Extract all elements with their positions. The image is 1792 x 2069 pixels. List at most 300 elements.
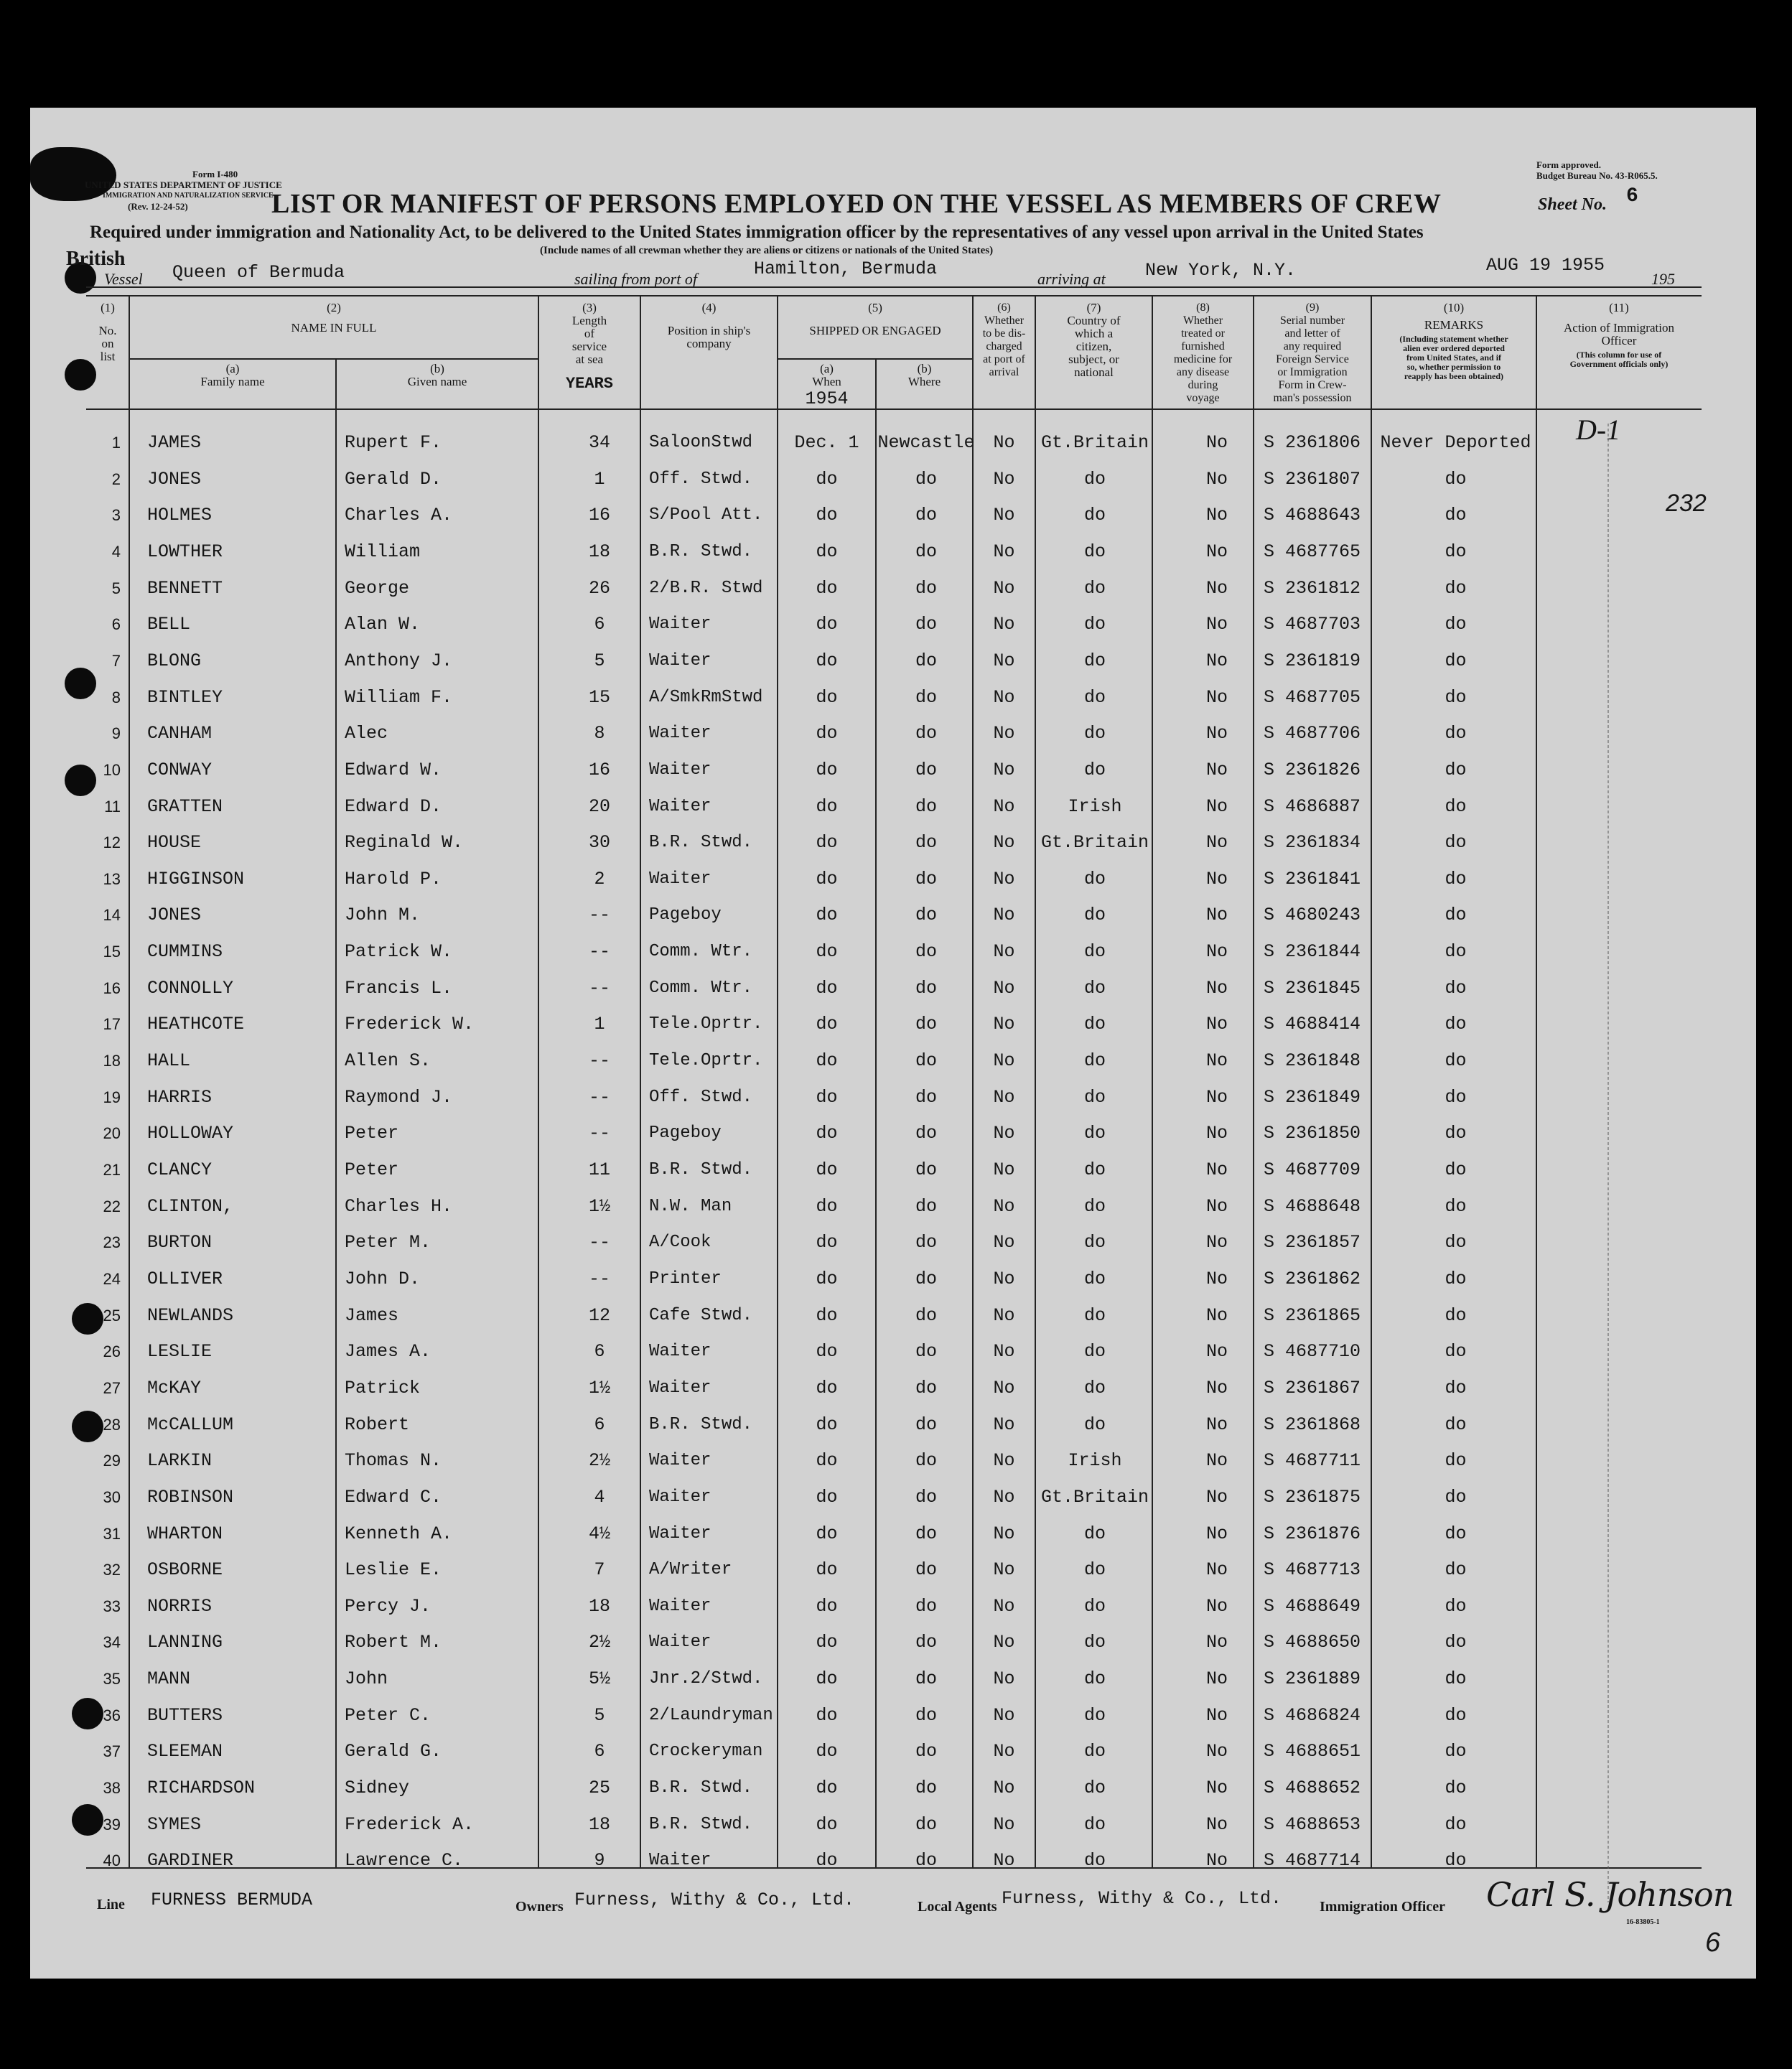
discharged: No [993, 1268, 1015, 1289]
discharged: No [993, 1559, 1015, 1581]
serial-number: S 2361868 [1264, 1414, 1361, 1435]
remarks: do [1445, 759, 1467, 780]
years-at-sea: 11 [588, 1159, 610, 1180]
engaged-when: do [816, 1850, 838, 1872]
approval-line: Budget Bureau No. 43-R065.5. [1536, 170, 1658, 181]
discharged: No [993, 1123, 1015, 1144]
family-name: BENNETT [147, 577, 223, 599]
treated: No [1205, 1304, 1228, 1326]
citizenship: do [1083, 505, 1106, 526]
revision: (Rev. 12-24-52) [128, 201, 188, 212]
row-number: 31 [103, 1524, 121, 1543]
engaged-where: do [915, 868, 937, 889]
serial-number: S 4687765 [1264, 541, 1361, 562]
agents-name: Furness, Withy & Co., Ltd. [1002, 1888, 1282, 1909]
citizenship: do [1083, 686, 1106, 708]
col-line: company [686, 337, 732, 350]
given-name: Robert M. [345, 1632, 442, 1653]
years-at-sea: 16 [588, 505, 610, 526]
remarks-note [1371, 335, 1536, 381]
citizenship: do [1083, 1232, 1106, 1253]
given-name: Peter C. [345, 1704, 431, 1726]
engaged-when: do [816, 1086, 838, 1108]
engaged-where: do [915, 1414, 937, 1435]
treated: No [1205, 1595, 1228, 1617]
discharged: No [993, 1195, 1015, 1217]
family-name: HALL [147, 1050, 191, 1072]
citizenship: do [1083, 941, 1106, 963]
years-at-sea: 16 [588, 759, 610, 780]
col-line: Form in Crew- [1278, 379, 1347, 391]
col-line: or Immigration [1277, 366, 1348, 378]
row-number: 4 [111, 542, 121, 561]
engaged-where: do [915, 1523, 937, 1544]
years-at-sea: -- [588, 1268, 610, 1289]
row-number: 7 [111, 651, 121, 670]
given-name: Raymond J. [345, 1086, 453, 1108]
col-line: arrival [989, 366, 1019, 378]
engaged-when: do [816, 1341, 838, 1363]
family-name: BURTON [147, 1232, 213, 1253]
engaged-where: do [915, 1486, 937, 1508]
engaged-where: do [915, 1159, 937, 1180]
given-name: Leslie E. [345, 1559, 442, 1581]
position: Waiter [649, 650, 711, 671]
serial-number: S 4687713 [1264, 1559, 1361, 1581]
remarks: do [1445, 977, 1467, 999]
years-at-sea: 30 [588, 832, 610, 854]
row-number: 26 [103, 1342, 121, 1361]
given-name: Charles H. [345, 1195, 453, 1217]
citizenship: do [1083, 1414, 1106, 1435]
engaged-where: do [915, 723, 937, 744]
engaged-when: do [816, 795, 838, 817]
discharged: No [993, 941, 1015, 963]
position: Waiter [649, 1633, 711, 1653]
family-name: RICHARDSON [147, 1778, 256, 1799]
line-label: Line [97, 1897, 125, 1912]
years-at-sea: 2½ [588, 1450, 610, 1472]
serial-number: S 4688649 [1264, 1595, 1361, 1617]
row-number: 27 [103, 1378, 121, 1397]
family-name: JONES [147, 468, 202, 490]
col8-header [1152, 302, 1254, 405]
engaged-when: do [816, 541, 838, 562]
discharged: No [993, 1341, 1015, 1363]
years-at-sea: 15 [588, 686, 610, 708]
citizenship: do [1083, 541, 1106, 562]
col-line: during [1187, 379, 1218, 391]
family-name: BELL [147, 614, 191, 635]
engaged-where: do [915, 1341, 937, 1363]
given-name: William F. [345, 686, 453, 708]
serial-number: S 4688653 [1264, 1813, 1361, 1835]
treated: No [1205, 723, 1228, 744]
table-row [0, 861, 1792, 897]
engaged-when: do [816, 1741, 838, 1762]
row-number: 1 [111, 434, 121, 452]
corner-number: 6 [1705, 1928, 1721, 1958]
position: Waiter [649, 1851, 711, 1871]
citizenship: Irish [1068, 1450, 1122, 1472]
row-number: 20 [103, 1124, 121, 1143]
margin-number: 232 [1666, 490, 1707, 517]
years-at-sea: 6 [594, 1414, 605, 1435]
serial-number: S 4687709 [1264, 1159, 1361, 1180]
remarks: do [1445, 1668, 1467, 1690]
position: Waiter [649, 724, 711, 744]
citizenship: do [1083, 614, 1106, 635]
family-name: CANHAM [147, 723, 213, 744]
engaged-when: do [816, 1304, 838, 1326]
table-row [0, 1334, 1792, 1370]
col-line: No. [98, 324, 117, 337]
subtitle: Required under immigration and Nationality Act, to be delivered to the United States immigration officer by the representatives of any vessel upon arrival in the United States [90, 223, 1424, 242]
remarks: Never Deported [1380, 432, 1531, 453]
given-name: Francis L. [345, 977, 453, 999]
engaged-when: do [816, 1014, 838, 1035]
years-at-sea: 7 [594, 1559, 605, 1581]
engaged-when: do [816, 1232, 838, 1253]
row-number: 11 [104, 797, 121, 816]
row-number: 15 [103, 943, 121, 961]
engaged-where: do [915, 1050, 937, 1072]
engaged-where: do [915, 1268, 937, 1289]
table-row [0, 1552, 1792, 1588]
engaged-when: do [816, 1050, 838, 1072]
given-name: George [345, 577, 410, 599]
row-number: 39 [103, 1815, 121, 1834]
discharged: No [993, 650, 1015, 671]
remarks: do [1445, 1123, 1467, 1144]
engaged-when: do [816, 614, 838, 635]
engaged-when: do [816, 1668, 838, 1690]
position: Tele.Oprtr. [649, 1051, 763, 1071]
family-name: NEWLANDS [147, 1304, 234, 1326]
citizenship: do [1083, 468, 1106, 490]
position: B.R. Stwd. [649, 1814, 753, 1834]
treated: No [1205, 1159, 1228, 1180]
engaged-where: do [915, 1086, 937, 1108]
serial-number: S 2361819 [1264, 650, 1361, 671]
table-row [0, 1152, 1792, 1188]
year-suffix: 195 [1651, 270, 1675, 288]
treated: No [1205, 1668, 1228, 1690]
col-title: Family name [200, 375, 265, 388]
table-row [0, 571, 1792, 607]
given-name: Thomas N. [345, 1450, 442, 1472]
years-at-sea: 26 [588, 577, 610, 599]
row-number: 33 [103, 1597, 121, 1615]
engaged-when: do [816, 1813, 838, 1835]
years-at-sea: 5½ [588, 1668, 610, 1690]
serial-number: S 2361875 [1264, 1486, 1361, 1508]
officer-label: Immigration Officer [1320, 1899, 1445, 1915]
serial-number: S 2361826 [1264, 759, 1361, 780]
family-name: McKAY [147, 1377, 202, 1398]
remarks: do [1445, 1377, 1467, 1398]
treated: No [1205, 1741, 1228, 1762]
treated: No [1205, 1486, 1228, 1508]
years-at-sea: 34 [588, 432, 610, 453]
engaged-where: do [915, 1304, 937, 1326]
remarks: do [1445, 1014, 1467, 1035]
col-num: (7) [1086, 301, 1101, 314]
years-at-sea: -- [588, 1050, 610, 1072]
officer-note [1536, 350, 1702, 369]
row-number: 36 [103, 1706, 121, 1724]
citizenship: do [1083, 1050, 1106, 1072]
engaged-when: do [816, 1486, 838, 1508]
col-num: (9) [1305, 302, 1320, 314]
note-line: from United States, and if [1406, 352, 1502, 363]
remarks: do [1445, 1778, 1467, 1799]
given-name: John D. [345, 1268, 421, 1289]
years-at-sea: 2 [594, 868, 605, 889]
treated: No [1205, 1632, 1228, 1653]
treated: No [1205, 468, 1228, 490]
engaged-where: do [915, 905, 937, 926]
years-at-sea: 6 [594, 1741, 605, 1762]
years-at-sea: 4 [594, 1486, 605, 1508]
col-line: which a [1074, 327, 1114, 340]
arriving-label: arriving at [1037, 270, 1106, 288]
table-row [0, 1734, 1792, 1770]
years-at-sea: 12 [588, 1304, 610, 1326]
position: B.R. Stwd. [649, 1778, 753, 1798]
serial-number: S 4688652 [1264, 1778, 1361, 1799]
col11-header [1536, 302, 1702, 369]
discharged: No [993, 795, 1015, 817]
position: Comm. Wtr. [649, 942, 753, 962]
col-num: (6) [997, 302, 1011, 314]
remarks: do [1445, 1850, 1467, 1872]
years-at-sea: 1½ [588, 1377, 610, 1398]
row-number: 13 [103, 869, 121, 888]
treated: No [1205, 832, 1228, 854]
engaged-where: do [915, 468, 937, 490]
engaged-when: do [816, 868, 838, 889]
year-1954: 1954 [805, 388, 849, 409]
treated: No [1205, 905, 1228, 926]
serial-number: S 4687703 [1264, 614, 1361, 635]
family-name: LOWTHER [147, 541, 223, 562]
table-row [0, 825, 1792, 861]
vessel-name: Queen of Bermuda [172, 262, 345, 283]
position: Waiter [649, 1523, 711, 1543]
sheet-number: 6 [1626, 185, 1638, 207]
treated: No [1205, 1523, 1228, 1544]
engaged-where: do [915, 1778, 937, 1799]
engaged-where: do [915, 686, 937, 708]
col-line: Position in ship's [667, 324, 751, 337]
table-row [0, 1261, 1792, 1297]
citizenship: do [1083, 1595, 1106, 1617]
citizenship: Gt.Britain [1040, 1486, 1149, 1508]
family-name: CONNOLLY [147, 977, 234, 999]
treated: No [1205, 1377, 1228, 1398]
citizenship: do [1083, 1704, 1106, 1726]
remarks: do [1445, 1450, 1467, 1472]
engaged-when: do [816, 1595, 838, 1617]
position: Waiter [649, 1451, 711, 1471]
position: B.R. Stwd. [649, 1160, 753, 1180]
serial-number: S 2361848 [1264, 1050, 1361, 1072]
col1-header [86, 302, 129, 363]
engaged-where: do [915, 1014, 937, 1035]
family-name: CUMMINS [147, 941, 223, 963]
treated: No [1205, 1232, 1228, 1253]
table-row [0, 752, 1792, 788]
note-line: alien ever ordered deported [1403, 343, 1505, 353]
row-number: 35 [103, 1670, 121, 1689]
owners-name: Furness, Withy & Co., Ltd. [574, 1890, 855, 1910]
discharged: No [993, 432, 1015, 453]
agents-label: Local Agents [918, 1899, 997, 1915]
family-name: HOLLOWAY [147, 1123, 234, 1144]
col-line: and letter of [1284, 327, 1340, 340]
treated: No [1205, 541, 1228, 562]
discharged: No [993, 577, 1015, 599]
years-at-sea: -- [588, 941, 610, 963]
discharged: No [993, 1741, 1015, 1762]
position: Waiter [649, 1342, 711, 1362]
engaged-where: do [915, 795, 937, 817]
col-line: to be dis- [982, 327, 1026, 340]
position: 2/Laundryman [649, 1705, 773, 1725]
col-line: at sea [575, 352, 604, 366]
table-row [0, 534, 1792, 570]
col7-header [1035, 302, 1152, 379]
table-row [0, 643, 1792, 679]
discharged: No [993, 1778, 1015, 1799]
years-at-sea: 6 [594, 614, 605, 635]
given-name: Charles A. [345, 505, 453, 526]
years-at-sea: 20 [588, 795, 610, 817]
serial-number: S 2361867 [1264, 1377, 1361, 1398]
serial-number: S 4687706 [1264, 723, 1361, 744]
col2-header [129, 302, 538, 335]
given-name: Patrick W. [345, 941, 453, 963]
position: Tele.Oprtr. [649, 1014, 763, 1034]
given-name: Gerald D. [345, 468, 442, 490]
row-number: 23 [103, 1233, 121, 1252]
col4-header [640, 302, 778, 350]
serial-number: S 2361850 [1264, 1123, 1361, 1144]
years-at-sea: 1 [594, 468, 605, 490]
engaged-when: do [816, 1559, 838, 1581]
engaged-when: do [816, 1632, 838, 1653]
serial-number: S 2361841 [1264, 868, 1361, 889]
treated: No [1205, 1850, 1228, 1872]
citizenship: do [1083, 759, 1106, 780]
years-label: YEARS [565, 375, 613, 393]
engaged-where: do [915, 977, 937, 999]
citizenship: do [1083, 905, 1106, 926]
engaged-when: do [816, 650, 838, 671]
serial-number: S 2361849 [1264, 1086, 1361, 1108]
col-line: Officer [1601, 334, 1637, 347]
given-name: James [345, 1304, 399, 1326]
table-row [0, 1298, 1792, 1334]
treated: No [1205, 977, 1228, 999]
family-name: BUTTERS [147, 1704, 223, 1726]
given-name: Peter [345, 1159, 399, 1180]
years-at-sea: 1½ [588, 1195, 610, 1217]
engaged-where: do [915, 1377, 937, 1398]
family-name: HOLMES [147, 505, 213, 526]
engaged-where: do [915, 832, 937, 854]
position: Printer [649, 1269, 722, 1289]
serial-number: S 4688414 [1264, 1014, 1361, 1035]
given-name: Alan W. [345, 614, 421, 635]
engaged-where: do [915, 1450, 937, 1472]
family-name: OLLIVER [147, 1268, 223, 1289]
treated: No [1205, 1414, 1228, 1435]
given-name: Anthony J. [345, 650, 453, 671]
col-line: voyage [1186, 392, 1220, 404]
discharged: No [993, 1668, 1015, 1690]
given-name: Kenneth A. [345, 1523, 453, 1544]
table-row [0, 1843, 1792, 1879]
citizenship: do [1083, 1523, 1106, 1544]
remarks: do [1445, 468, 1467, 490]
officer-mark: D-1 [1576, 414, 1621, 446]
citizenship: do [1083, 577, 1106, 599]
department: UNITED STATES DEPARTMENT OF JUSTICE [85, 179, 282, 190]
treated: No [1205, 795, 1228, 817]
remarks: do [1445, 795, 1467, 817]
remarks: do [1445, 1268, 1467, 1289]
engaged-when: do [816, 1704, 838, 1726]
remarks: do [1445, 1341, 1467, 1363]
engaged-when: do [816, 577, 838, 599]
treated: No [1205, 1704, 1228, 1726]
serial-number: S 4687710 [1264, 1341, 1361, 1363]
col-num: (3) [582, 301, 597, 314]
discharged: No [993, 832, 1015, 854]
engaged-where: do [915, 505, 937, 526]
engaged-where: do [915, 1741, 937, 1762]
position: B.R. Stwd. [649, 1414, 753, 1434]
col-num: (b) [430, 362, 444, 375]
family-name: LESLIE [147, 1341, 213, 1363]
citizenship: do [1083, 1377, 1106, 1398]
page-title: LIST OR MANIFEST OF PERSONS EMPLOYED ON THE VESSEL AS MEMBERS OF CREW [271, 189, 1442, 219]
serial-number: S 2361834 [1264, 832, 1361, 854]
discharged: No [993, 1232, 1015, 1253]
engaged-when: do [816, 1778, 838, 1799]
row-number: 5 [111, 579, 121, 597]
position: Crockeryman [649, 1742, 763, 1762]
treated: No [1205, 1778, 1228, 1799]
discharged: No [993, 868, 1015, 889]
treated: No [1205, 1195, 1228, 1217]
engaged-when: do [816, 1159, 838, 1180]
table-row [0, 462, 1792, 498]
engaged-where: do [915, 759, 937, 780]
engaged-where: do [915, 1704, 937, 1726]
col-line: on [101, 337, 114, 350]
family-name: HOUSE [147, 832, 202, 854]
col-line: Whether [984, 314, 1025, 327]
serial-number: S 4680243 [1264, 905, 1361, 926]
family-name: OSBORNE [147, 1559, 223, 1581]
citizenship: do [1083, 1086, 1106, 1108]
remarks: do [1445, 1414, 1467, 1435]
table-row [0, 934, 1792, 970]
position: Off. Stwd. [649, 1087, 753, 1107]
